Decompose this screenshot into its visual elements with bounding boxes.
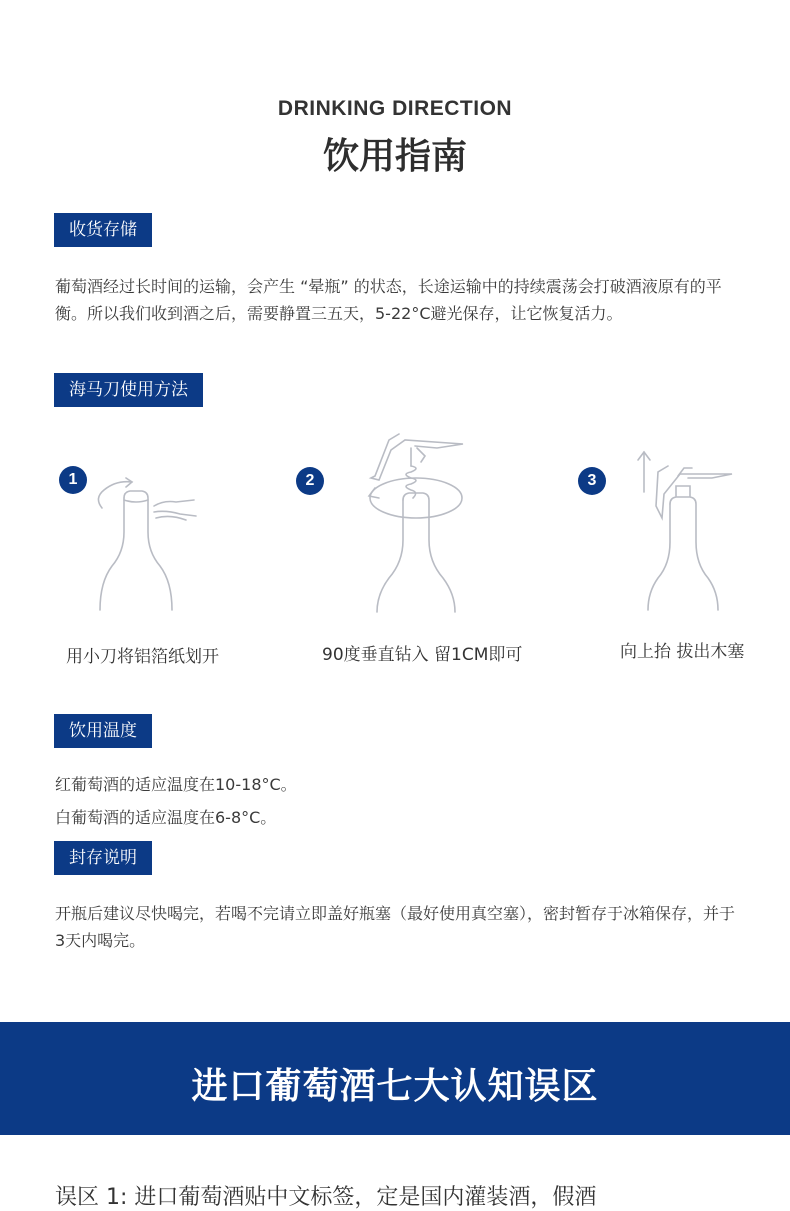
myths-banner-title: 进口葡萄酒七大认知误区: [191, 1066, 599, 1107]
bottle-foil-cut-icon: [90, 470, 210, 615]
section-label-corkscrew: 海马刀使用方法: [54, 373, 203, 407]
step-3-caption: 向上抬 拔出木塞: [620, 642, 745, 662]
temperature-white-wine: 白葡萄酒的适应温度在6-8°C。: [55, 808, 277, 827]
page-title: 饮用指南: [322, 136, 467, 177]
section-label-receive: 收货存储: [54, 213, 152, 247]
storage-paragraph: 开瓶后建议尽快喝完，若喝不完请立即盖好瓶塞（最好使用真空塞），密封暂存于冰箱保存，并于3天内喝完。: [55, 904, 736, 950]
section-label-temperature: 饮用温度: [54, 714, 152, 748]
bottle-cork-pull-icon: [628, 446, 748, 616]
step-1-number: 1: [59, 466, 87, 494]
step-3-number: 3: [578, 467, 606, 495]
step-1-caption: 用小刀将铝箔纸划开: [66, 647, 219, 667]
temperature-red-wine: 红葡萄酒的适应温度在10-18°C。: [55, 775, 297, 794]
section-label-storage: 封存说明: [54, 841, 152, 875]
step-2-number: 2: [296, 467, 324, 495]
bottle-corkscrew-drill-icon: [355, 428, 485, 618]
english-title: DRINKING DIRECTION: [277, 97, 513, 120]
step-2-caption: 90度垂直钻入 留1CM即可: [322, 645, 523, 665]
myth-1-heading: 误区 1: 进口葡萄酒贴中文标签，定是国内灌装酒，假酒: [55, 1185, 597, 1210]
receive-paragraph: 葡萄酒经过长时间的运输，会产生 “晕瓶” 的状态，长途运输中的持续震荡会打破酒液原有的平衡。所以我们收到酒之后，需要静置三五天，5-22°C避光保存，让它恢复活力。: [55, 277, 722, 323]
